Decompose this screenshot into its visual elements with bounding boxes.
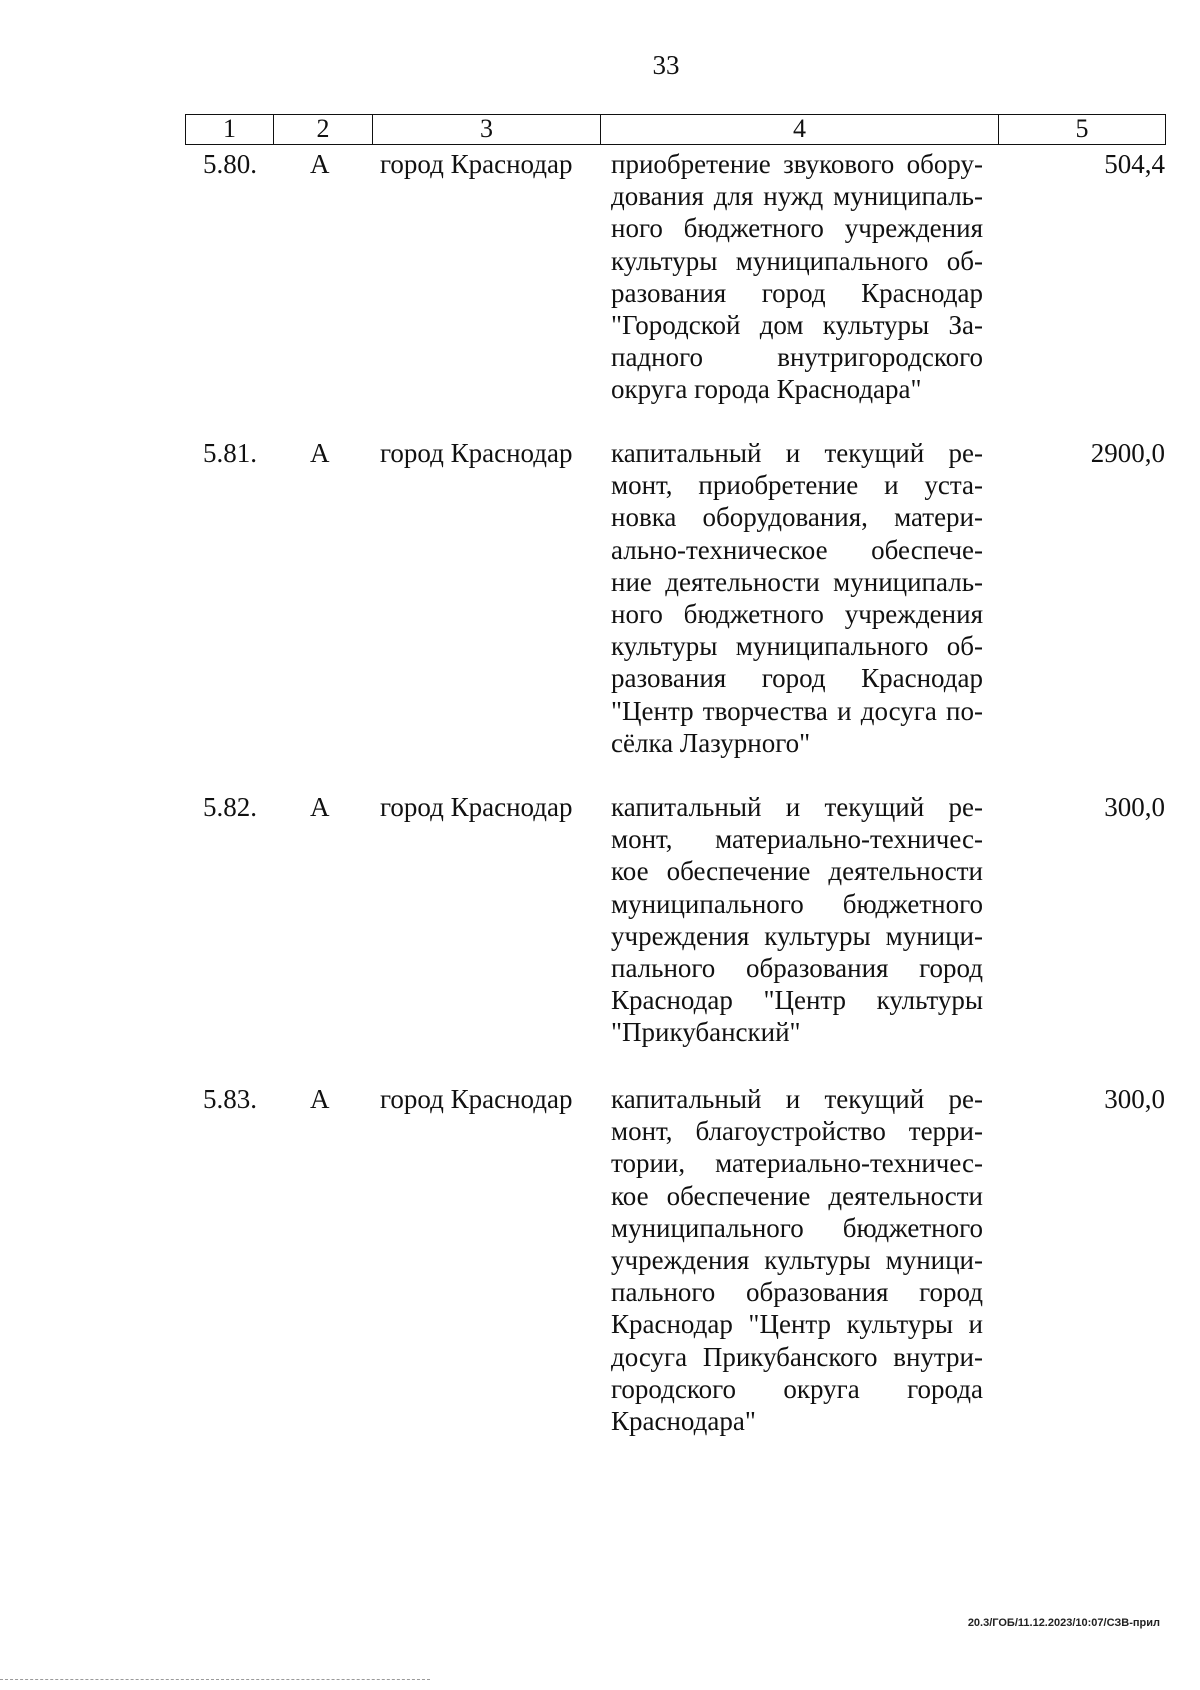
description-line: дования для нужд муниципаль-: [611, 181, 983, 212]
description-line: культуры муниципального об-: [611, 631, 983, 662]
header-cell-1: 1: [186, 115, 274, 144]
header-cell-5: 5: [1075, 114, 1089, 143]
row-amount: 300,0: [1104, 1084, 1165, 1114]
description-line: приобретение звукового обору-: [611, 149, 983, 179]
row-description: [611, 791, 983, 1049]
description-line: монт, благоустройство терри-: [611, 1116, 983, 1147]
row-letter: А: [310, 438, 330, 468]
description-line: кое обеспечение деятельности: [611, 1180, 983, 1211]
row-number: 5.83.: [203, 1084, 257, 1114]
row-amount: 300,0: [1104, 792, 1165, 822]
table-header: [185, 114, 1166, 145]
description-line: монт, приобретение и уста-: [611, 470, 983, 501]
description-line: муниципального бюджетного: [611, 888, 983, 919]
description-line: учреждения культуры муници-: [611, 1244, 983, 1275]
description-line: капитальный и текущий ре-: [611, 792, 983, 822]
header-cell-4: 4: [601, 115, 999, 144]
row-number: 5.82.: [203, 792, 257, 822]
description-line: капитальный и текущий ре-: [611, 438, 983, 468]
description-line: муниципального бюджетного: [611, 1212, 983, 1243]
page-number: 33: [652, 50, 680, 80]
row-letter: А: [310, 792, 330, 822]
description-line: Краснодара": [611, 1405, 756, 1436]
row-municipality: город Краснодар: [380, 792, 573, 822]
description-line: монт, материально-техничес-: [611, 824, 983, 855]
description-line: "Городской дом культуры За-: [611, 309, 983, 340]
header-cell-2: 2: [274, 115, 373, 144]
row-amount: 2900,0: [1090, 438, 1165, 468]
description-line: Краснодар "Центр культуры: [611, 985, 983, 1016]
description-line: ного бюджетного учреждения: [611, 213, 983, 244]
row-municipality: город Краснодар: [380, 1084, 573, 1114]
row-letter: А: [310, 149, 330, 179]
description-line: кое обеспечение деятельности: [611, 856, 983, 887]
description-line: ного бюджетного учреждения: [611, 598, 983, 629]
row-letter: А: [310, 1084, 330, 1114]
document-code: 20.3/ГОБ/11.12.2023/10:07/СЗВ-прил: [967, 1617, 1160, 1629]
description-line: "Прикубанский": [611, 1017, 801, 1048]
description-line: досуга Прикубанского внутри-: [611, 1341, 983, 1372]
description-line: Краснодар "Центр культуры и: [611, 1309, 983, 1340]
row-description: [611, 1083, 983, 1437]
description-line: пального образования город: [611, 952, 983, 983]
description-line: сёлка Лазурного": [611, 727, 811, 758]
row-description: [611, 148, 983, 406]
description-line: разования город Краснодар: [611, 277, 983, 308]
description-line: учреждения культуры муници-: [611, 920, 983, 951]
row-number: 5.81.: [203, 438, 257, 468]
scan-artifact-line: [0, 1679, 430, 1680]
description-line: тории, материально-техничес-: [611, 1148, 983, 1179]
header-cell-3: 3: [373, 115, 601, 144]
description-line: падного внутригородского: [611, 342, 983, 373]
description-line: ние деятельности муниципаль-: [611, 566, 983, 597]
description-line: округа города Краснодара": [611, 374, 922, 405]
description-line: пального образования город: [611, 1277, 983, 1308]
description-line: ально-техническое обеспече-: [611, 534, 983, 565]
description-line: новка оборудования, матери-: [611, 502, 983, 533]
row-number: 5.80.: [203, 149, 257, 179]
description-line: разования город Краснодар: [611, 663, 983, 694]
description-line: городского округа города: [611, 1373, 983, 1404]
row-amount: 504,4: [1104, 149, 1165, 179]
row-municipality: город Краснодар: [380, 438, 573, 468]
description-line: культуры муниципального об-: [611, 245, 983, 276]
description-line: капитальный и текущий ре-: [611, 1084, 983, 1114]
description-line: "Центр творчества и досуга по-: [611, 695, 983, 726]
row-description: [611, 437, 983, 759]
row-municipality: город Краснодар: [380, 149, 573, 179]
